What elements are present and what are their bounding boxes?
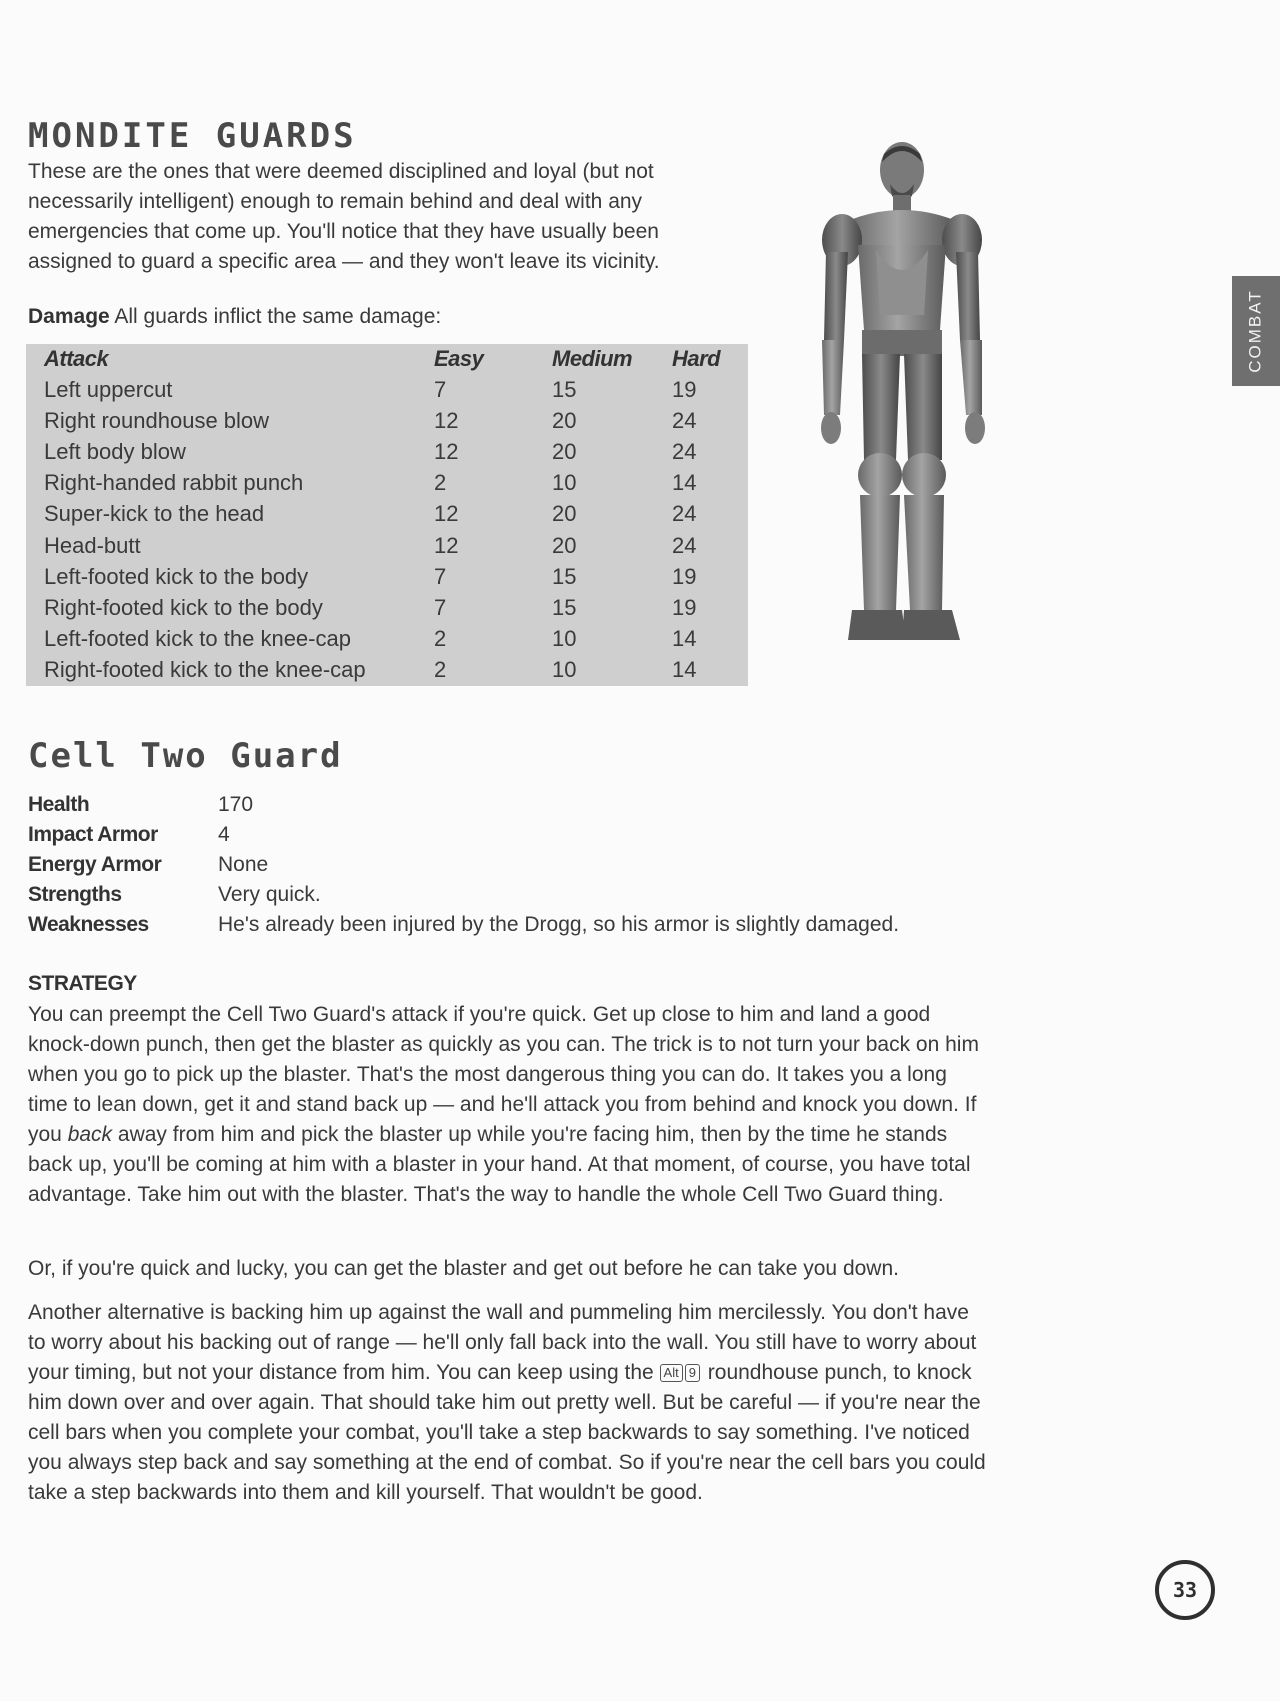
stat-label: Weaknesses: [28, 913, 149, 936]
table-row: [26, 499, 748, 530]
attack-cell: Right-handed rabbit punch: [44, 470, 304, 496]
col-header-easy: Easy: [434, 346, 484, 371]
easy-cell: 7: [434, 376, 447, 402]
p1-text-a: You can preempt the Cell Two Guard's attack if you're quick. Get up close to him and land a good knock-down punch, then get the blaster as quickly as you can. The trick is to not turn your back on him when you go to pick up the blaster. That's the most dangerous thing you can do. It takes you a long time to lean down, get it and stand back up — and he'll attack you from behind and knock you down. If you: [28, 1003, 979, 1146]
hard-cell: 19: [672, 595, 697, 621]
medium-cell: 20: [552, 438, 577, 464]
hard-cell: 24: [672, 438, 697, 464]
table-row: [26, 467, 748, 498]
nine-key-icon: 9: [685, 1364, 700, 1382]
damage-table-body: [26, 374, 748, 686]
table-row: [26, 374, 748, 405]
attack-cell: Right-footed kick to the knee-cap: [44, 657, 366, 683]
stats-table-body: [28, 790, 899, 940]
easy-cell: 2: [434, 657, 447, 683]
col-header-attack: Attack: [44, 346, 109, 371]
stat-label: Energy Armor: [28, 853, 162, 876]
strategy-paragraph-3: [28, 1298, 988, 1508]
easy-cell: 2: [434, 626, 447, 652]
table-row: [26, 530, 748, 561]
col-header-medium: Medium: [552, 346, 633, 371]
damage-table: [26, 344, 748, 686]
attack-cell: Super-kick to the head: [44, 501, 265, 527]
stat-row: [28, 790, 899, 820]
table-row: [26, 655, 748, 686]
easy-cell: 2: [434, 470, 447, 496]
easy-cell: 12: [434, 407, 459, 433]
page-number-text: 33: [1172, 1578, 1198, 1602]
hard-cell: 24: [672, 532, 697, 558]
stat-value: None: [218, 853, 269, 876]
medium-cell: 15: [552, 595, 577, 621]
medium-cell: 15: [552, 563, 577, 589]
damage-text: All guards inflict the same damage:: [109, 305, 442, 328]
table-row: [26, 561, 748, 592]
medium-cell: 10: [552, 626, 577, 652]
stat-value: 4: [218, 823, 230, 846]
easy-cell: 7: [434, 563, 447, 589]
medium-cell: 20: [552, 407, 577, 433]
hard-cell: 14: [672, 470, 697, 496]
damage-line: [28, 305, 441, 329]
medium-cell: 15: [552, 376, 577, 402]
attack-cell: Left-footed kick to the body: [44, 563, 309, 589]
stat-row: [28, 910, 899, 940]
attack-cell: Left body blow: [44, 438, 186, 464]
easy-cell: 12: [434, 501, 459, 527]
medium-cell: 10: [552, 657, 577, 683]
stat-value: He's already been injured by the Drogg, so his armor is slightly damaged.: [218, 913, 900, 936]
table-row: [26, 405, 748, 436]
stat-row: [28, 880, 899, 910]
table-row: [26, 624, 748, 655]
side-tab-combat: [1232, 276, 1280, 386]
strategy-heading: STRATEGY: [28, 972, 137, 995]
guard-figure-illustration: [800, 140, 1010, 710]
strategy-paragraph-1: [28, 1000, 988, 1210]
hard-cell: 14: [672, 626, 697, 652]
attack-cell: Right roundhouse blow: [44, 407, 270, 433]
section-title-mondite-guards: MONDITE GUARDS: [28, 116, 357, 156]
p1-text-b: away from him and pick the blaster up while you're facing him, then by the time he stands back up, you'll be coming at him with a blaster in your hand. At that moment, of course, you have total advantage. Take him out with the blaster. That's the way to handle the whole Cell Two Guard thing.: [28, 1123, 971, 1206]
col-header-hard: Hard: [672, 346, 721, 371]
attack-cell: Left-footed kick to the knee-cap: [44, 626, 351, 652]
strategy-paragraph-2: Or, if you're quick and lucky, you can get the blaster and get out before he can take you down.: [28, 1257, 899, 1280]
stat-row: [28, 850, 899, 880]
stat-row: [28, 820, 899, 850]
attack-cell: Right-footed kick to the body: [44, 595, 323, 621]
stat-label: Health: [28, 793, 90, 816]
stat-label: Strengths: [28, 883, 122, 906]
damage-label: Damage: [28, 305, 110, 328]
easy-cell: 12: [434, 532, 459, 558]
intro-paragraph: These are the ones that were deemed disciplined and loyal (but not necessarily intelligent) enough to remain behind and deal with any emergencies that come up. You'll notice that they have usually been assigned to guard a specific area — and they won't leave its vicinity.: [28, 160, 660, 273]
stat-value: 170: [218, 793, 254, 816]
medium-cell: 20: [552, 532, 577, 558]
alt-key-icon: Alt: [660, 1364, 683, 1382]
table-row: [26, 592, 748, 623]
easy-cell: 12: [434, 438, 459, 464]
p3-text-a: Another alternative is backing him up against the wall and pummeling him mercilessly. You don't have to worry about his backing out of range — he'll only fall back into the wall. You still have to worry about your timing, but not your distance from him. You can keep using the: [28, 1301, 977, 1384]
page-number: [1155, 1560, 1215, 1620]
table-row: [26, 436, 748, 467]
p3-text-b: roundhouse punch, to knock him down over and over again. That should take him out pretty well. But be careful — if you're near the cell bars when you complete your combat, you'll take a step backwards to say something. I've noticed you always step back and say something at the end of combat. So if you're near the cell bars you could take a step backwards into them and kill yourself. That wouldn't be good.: [28, 1361, 986, 1504]
section-title-cell-two-guard: Cell Two Guard: [28, 736, 343, 776]
stats-table: [28, 790, 899, 940]
medium-cell: 20: [552, 501, 577, 527]
attack-cell: Head-butt: [44, 532, 141, 558]
stat-label: Impact Armor: [28, 823, 158, 846]
p1-emphasis: back: [67, 1123, 113, 1146]
hard-cell: 14: [672, 657, 697, 683]
stat-value: Very quick.: [218, 883, 321, 906]
hard-cell: 19: [672, 563, 697, 589]
hard-cell: 24: [672, 407, 697, 433]
medium-cell: 10: [552, 470, 577, 496]
hard-cell: 19: [672, 376, 697, 402]
side-tab-label: COMBAT: [1246, 289, 1265, 373]
table-header-row: [26, 344, 748, 374]
easy-cell: 7: [434, 595, 447, 621]
attack-cell: Left uppercut: [44, 376, 173, 402]
hard-cell: 24: [672, 501, 697, 527]
